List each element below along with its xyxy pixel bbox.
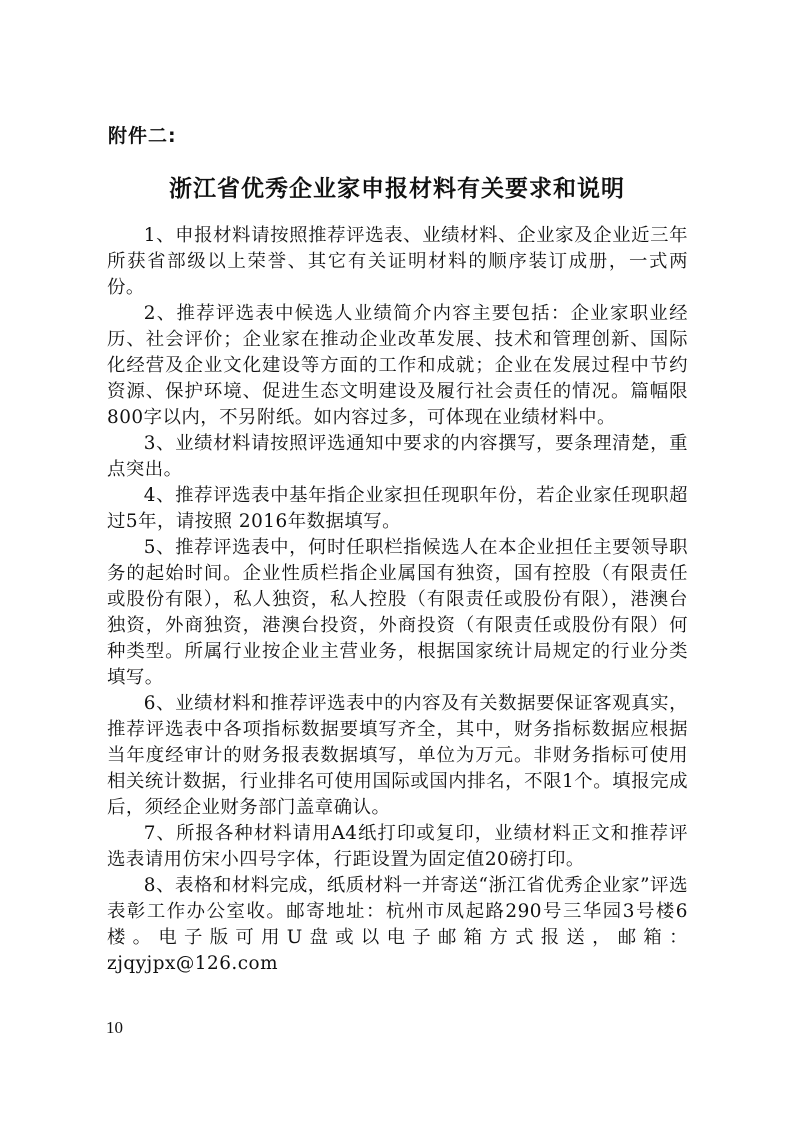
document-body <box>107 223 688 977</box>
document-title: 浙江省优秀企业家申报材料有关要求和说明 <box>169 176 625 202</box>
paragraph-3: 3、业绩材料请按照评选通知中要求的内容撰写，要条理清楚，重点突出。 <box>107 433 688 480</box>
paragraph-2: 2、推荐评选表中候选人业绩简介内容主要包括：企业家职业经历、社会评价；企业家在推动企业改革发展、技术和管理创新、国际化经营及企业文化建设等方面的工作和成就；企业在发展过程中节约资源、保护环境、促进生态文明建设及履行社会责任的情况。篇幅限800字以内，不另附纸。如内容过多，可体现在业绩材料中。 <box>107 303 688 428</box>
paragraph-5: 5、推荐评选表中，何时任职栏指候选人在本企业担任主要领导职务的起始时间。企业性质栏指企业属国有独资，国有控股（有限责任或股份有限），私人独资，私人控股（有限责任或股份有限），港澳台独资，外商独资，港澳台投资，外商投资（有限责任或股份有限）何种类型。所属行业按企业主营业务，根据国家统计局规定的行业分类填写。 <box>107 537 688 688</box>
page-number: 10 <box>106 1018 123 1037</box>
paragraph-4: 4、推荐评选表中基年指企业家担任现职年份，若企业家任现职超过5年，请按照 2016年数据填写。 <box>107 485 688 532</box>
paragraph-1: 1、申报材料请按照推荐评选表、业绩材料、企业家及企业近三年所获省部级以上荣誉、其它有关证明材料的顺序装订成册，一式两份。 <box>107 225 688 298</box>
paragraph-7: 7、所报各种材料请用A4纸打印或复印，业绩材料正文和推荐评选表请用仿宋小四号字体，行距设置为固定值20磅打印。 <box>107 823 688 870</box>
paragraph-6: 6、业绩材料和推荐评选表中的内容及有关数据要保证客观真实，推荐评选表中各项指标数据要填写齐全，其中，财务指标数据应根据当年度经审计的财务报表数据填写，单位为万元。非财务指标可使用相关统计数据，行业排名可使用国际或国内排名，不限1个。填报完成后，须经企业财务部门盖章确认。 <box>107 693 688 818</box>
attachment-label: 附件二: <box>108 125 177 147</box>
paragraph-8: 8、表格和材料完成，纸质材料一并寄送“浙江省优秀企业家”评选表彰工作办公室收。邮寄地址：杭州市凤起路290号三华园3号楼6楼。电子版可用U盘或以电子邮箱方式报送，邮箱：zjqyjpx@126.com <box>107 875 688 974</box>
